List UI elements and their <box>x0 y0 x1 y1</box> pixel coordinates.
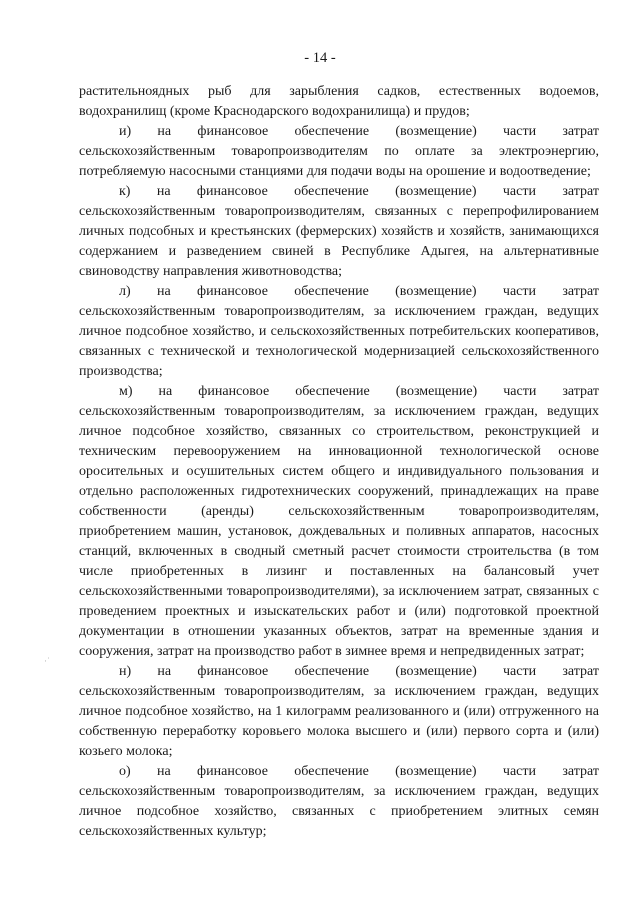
scan-margin-mark: ·˙ <box>44 656 50 666</box>
paragraph-continuation: растительноядных рыб для зарыбления садков, естественных водоемов, водохранилищ (кроме Краснодарского водохранилища) и прудов; <box>79 84 599 119</box>
paragraph-item-o: о) на финансовое обеспечение (возмещение) части затрат сельскохозяйственным товаропроизводителям, за исключением граждан, ведущих личное подсобное хозяйство, связанных с приобретением элитных семян сельскохозяйственных культур; <box>79 764 599 839</box>
paragraph-item-k: к) на финансовое обеспечение (возмещение) части затрат сельскохозяйственным товаропроизводителям, связанных с перепрофилированием личных подсобных и крестьянских (фермерских) хозяйств и хозяйств, занимающихся содержанием и разведением свиней в Республике Адыгея, на альтернативные свиноводству направления животноводства; <box>79 184 599 279</box>
document-body <box>79 82 599 842</box>
paragraph-item-l: л) на финансовое обеспечение (возмещение) части затрат сельскохозяйственным товаропроизводителям, за исключением граждан, ведущих личное подсобное хозяйство, и сельскохозяйственных потребительских кооперативов, связанных с технической и технологической модернизацией сельскохозяйственного производства; <box>79 284 599 379</box>
paragraph-item-m: м) на финансовое обеспечение (возмещение) части затрат сельскохозяйственным товаропроизводителям, за исключением граждан, ведущих личное подсобное хозяйство, связанных со строительством, реконструкцией и техническим перевооружением на инновационной технологической основе оросительных и осушительных систем общего и индивидуального пользования и отдельно расположенных гидротехнических сооружений, принадлежащих на праве собственности (аренды) сельскохозяйственным товаропроизводителям, приобретением машин, установок, дождевальных и поливных аппаратов, насосных станций, включенных в сводный сметный расчет стоимости строительства (в том числе приобретенных в лизинг и поставленных на балансовый учет сельскохозяйственными товаропроизводителями), за исключением затрат, связанных с проведением проектных и изыскательских работ и (или) подготовкой проектной документации в отношении указанных объектов, затрат на временные здания и сооружения, затрат на производство работ в зимнее время и непредвиденных затрат; <box>79 384 599 659</box>
page-number: - 14 - <box>304 50 336 66</box>
paragraph-item-i: и) на финансовое обеспечение (возмещение) части затрат сельскохозяйственным товаропроизводителям по оплате за электроэнергию, потребляемую насосными станциями для подачи воды на орошение и водоотведение; <box>79 124 599 179</box>
paragraph-item-n: н) на финансовое обеспечение (возмещение) части затрат сельскохозяйственным товаропроизводителям, за исключением граждан, ведущих личное подсобное хозяйство, на 1 килограмм реализованного и (или) отгруженного на собственную переработку коровьего молока высшего и (или) первого сорта и (или) козьего молока; <box>79 664 599 759</box>
